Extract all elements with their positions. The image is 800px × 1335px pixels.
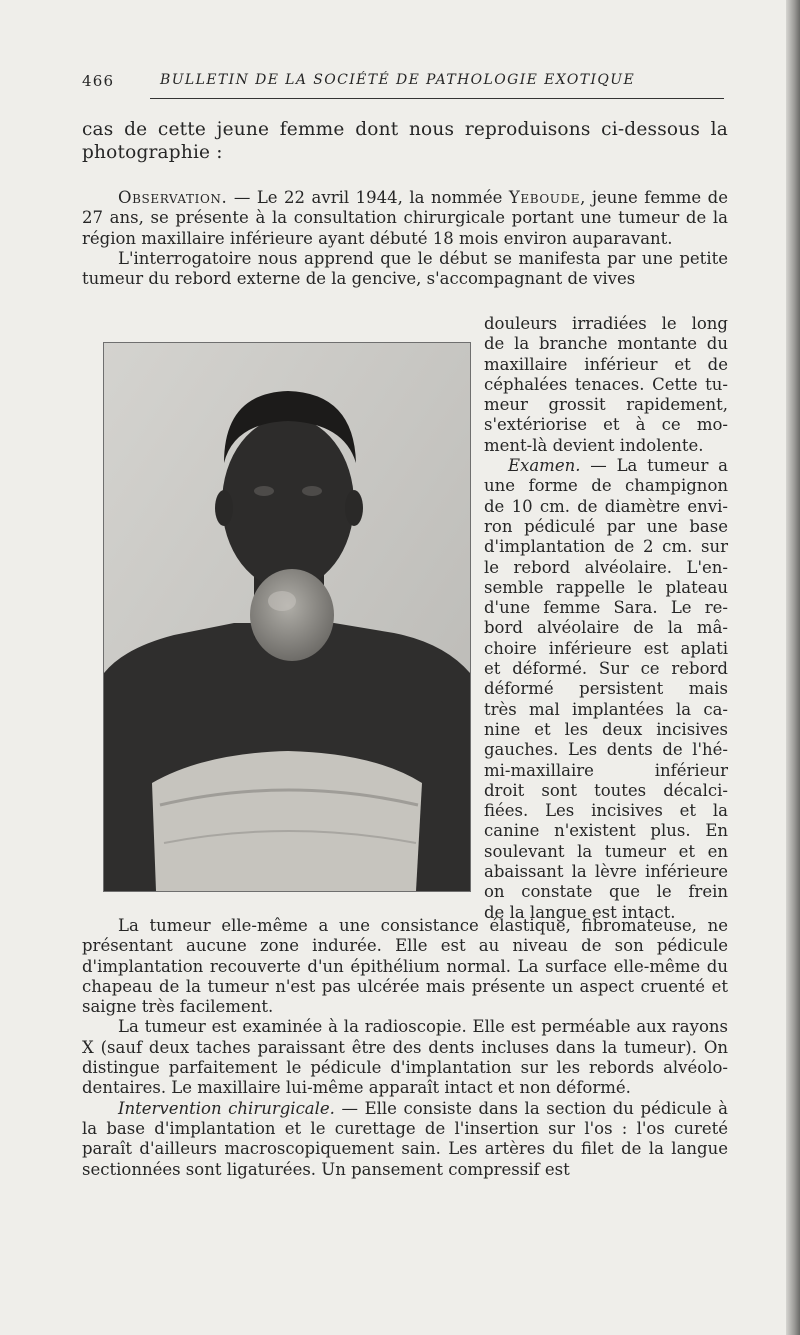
body-continuation [82, 916, 728, 1180]
portrait-photograph-icon [104, 343, 470, 891]
intervention-paragraph: Intervention chirurgicale. — Elle consiste dans la section du pédicule à la base d'implantation et le curettage de l'insertion sur l'os : l'os cureté paraît d'ailleurs macroscopiquement sain. Les artères du filet de la langue sectionnées sont ligaturées. Un pansement compressif est [82, 1098, 728, 1179]
radioscopie-paragraph: La tumeur est examinée à la radioscopie. Elle est perméable aux rayons X (sauf deux taches paraissant être des dents incluses dans la tumeur). On distingue parfaitement le pédicule d'implantation sur les rebords alvéolo-dentaires. Le maxillaire lui-même apparaît intact et non déformé. [82, 1017, 728, 1098]
page-number: 466 [82, 72, 115, 90]
portrait-photograph [103, 342, 471, 892]
examen-first-line: Examen. — La tumeur a [508, 456, 728, 476]
side-column: douleurs irradiées le long de la branche montante du maxillaire inférieur et de céphalées tenaces. Cette tu- meur grossit rapidement, s'extériorise et à ce mo- ment-là devient indolente. Examen. — La tumeur a une forme de champignon de 10 cm. de diamètre envi- ron pédiculé par une base d'implantation de 2 cm. sur le rebord alvéolaire. L'en- semble rappelle le plateau d'une femme Sara. Le re- bord alvéolaire de la mâ- choire inférieure est aplati et déformé. Sur ce rebord déformé persistent mais très mal implantées la ca- nine et les deux incisives gauches. Les dents de l'hé- mi-maxillaire inférieur droit sont toutes décalci- fiées. Les incisives et la canine n'existent plus. En soulevant la tumeur et en abaissant la lèvre inférieure on constate que le frein de la langue est intact. [484, 314, 728, 922]
interrogatoire-paragraph: L'interrogatoire nous apprend que le début se manifesta par une petite tumeur du rebord externe de la gencive, s'accompagnant de vives [82, 248, 728, 289]
running-title: BULLETIN DE LA SOCIÉTÉ DE PATHOLOGIE EXOTIQUE [160, 72, 636, 88]
observation-paragraph: Observation. — Le 22 avril 1944, la nommée Yeboude, jeune femme de 27 ans, se présente à la consultation chirurgicale portant une tumeur de la région maxillaire inférieure ayant débuté 18 mois environ auparavant. L'interrogatoire nous apprend que le début se manifesta par une petite tumeur du rebord externe de la gencive, s'accompagnant de vives [82, 188, 729, 289]
intervention-label: Intervention chirurgicale. [118, 1098, 335, 1118]
observation-lead: Observation. [118, 188, 228, 207]
consistance-paragraph: La tumeur elle-même a une consistance élastique, fibromateuse, ne présentant aucune zone indurée. Elle est au niveau de son pédicule d'implantation recouverte d'un épithélium normal. La surface elle-même du chapeau de la tumeur n'est pas ulcérée mais présente un aspect cruenté et saigne très facilement. [82, 916, 728, 1017]
patient-name: Yeboude [508, 188, 581, 207]
page-header [82, 70, 726, 94]
examen-label: Examen. [508, 456, 581, 476]
header-rule [150, 98, 724, 99]
page-edge-shadow [786, 0, 800, 1335]
intro-paragraph: cas de cette jeune femme dont nous reproduisons ci-dessous la photographie : [82, 119, 728, 163]
